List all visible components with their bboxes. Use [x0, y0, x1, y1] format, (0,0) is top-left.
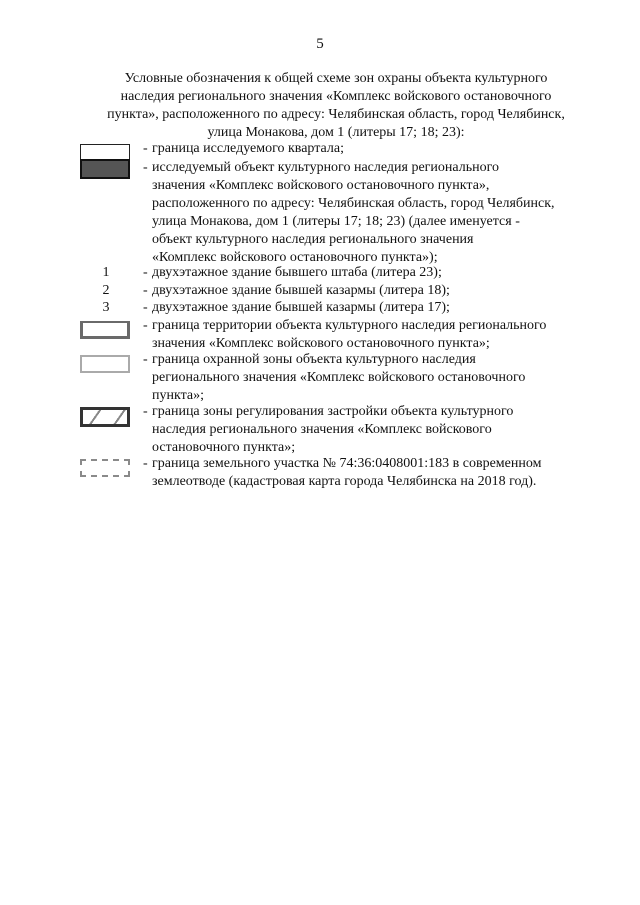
page-number: 5: [316, 36, 324, 52]
legend-dash: -: [143, 160, 148, 175]
legend-line: исследуемый объект культурного наследия регионального: [152, 160, 499, 175]
legend-line: объект культурного наследия регионального значения: [152, 232, 474, 247]
legend-line: граница исследуемого квартала;: [152, 141, 344, 156]
title-line: наследия регионального значения «Комплекс войскового остановочного: [120, 89, 552, 104]
legend-line: двухэтажное здание бывшего штаба (литера 23);: [152, 265, 442, 280]
title-line: пункта», расположенного по адресу: Челябинская область, город Челябинск,: [107, 107, 565, 122]
legend-line: регионального значения «Комплекс войскового остановочного: [152, 370, 526, 385]
legend-line: пункта»;: [152, 388, 204, 403]
legend-text: [152, 317, 588, 353]
legend-line: землеотводе (кадастровая карта города Челябинска на 2018 год).: [152, 474, 537, 489]
heritage-object-symbol: [80, 159, 130, 179]
title-line: Условные обозначения к общей схеме зон охраны объекта культурного: [124, 71, 548, 86]
legend-dash: -: [143, 404, 148, 419]
legend-dash: -: [143, 141, 148, 156]
legend-line: остановочного пункта»;: [152, 440, 296, 455]
legend-dash: -: [143, 456, 148, 471]
legend-dash: -: [143, 352, 148, 367]
legend-line: двухэтажное здание бывшей казармы (литера 18);: [152, 283, 450, 298]
legend-line: наследия регионального значения «Комплекс войскового: [152, 422, 492, 437]
legend-line: расположенного по адресу: Челябинская область, город Челябинск,: [152, 196, 555, 211]
legend-line: значения «Комплекс войскового остановочного пункта»;: [152, 336, 490, 351]
legend-text: [152, 282, 588, 300]
legend-line: граница земельного участка № 74:36:0408001:183 в современном: [152, 456, 542, 471]
legend-line: двухэтажное здание бывшей казармы (литера 17);: [152, 300, 450, 315]
legend-line: улица Монакова, дом 1 (литеры 17; 18; 23) (далее именуется -: [152, 214, 520, 229]
legend-text: [152, 403, 588, 457]
legend-title: [84, 70, 588, 142]
legend-text: [152, 351, 588, 405]
legend-dash: -: [143, 265, 148, 280]
building-number: 1: [102, 265, 110, 280]
legend-text: [152, 159, 588, 267]
territory-boundary-symbol: [80, 321, 130, 339]
legend-line: граница охранной зоны объекта культурного наследия: [152, 352, 476, 367]
legend-line: граница территории объекта культурного наследия регионального: [152, 318, 547, 333]
land-plot-boundary-symbol: [80, 459, 130, 477]
building-number: 3: [102, 300, 110, 315]
legend-line: значения «Комплекс войскового остановочного пункта»,: [152, 178, 490, 193]
legend-text: [152, 455, 588, 491]
legend-dash: -: [143, 283, 148, 298]
legend-dash: -: [143, 318, 148, 333]
legend-text: [152, 299, 588, 317]
legend-line: «Комплекс войскового остановочного пункта»);: [152, 250, 438, 265]
building-number: 2: [102, 283, 110, 298]
protection-zone-symbol: [80, 355, 130, 373]
legend-text: [152, 140, 588, 158]
regulation-zone-symbol: [80, 407, 130, 427]
title-line: улица Монакова, дом 1 (литеры 17; 18; 23):: [207, 125, 465, 140]
legend-line: граница зоны регулирования застройки объекта культурного: [152, 404, 514, 419]
legend-dash: -: [143, 300, 148, 315]
legend-text: [152, 264, 588, 282]
